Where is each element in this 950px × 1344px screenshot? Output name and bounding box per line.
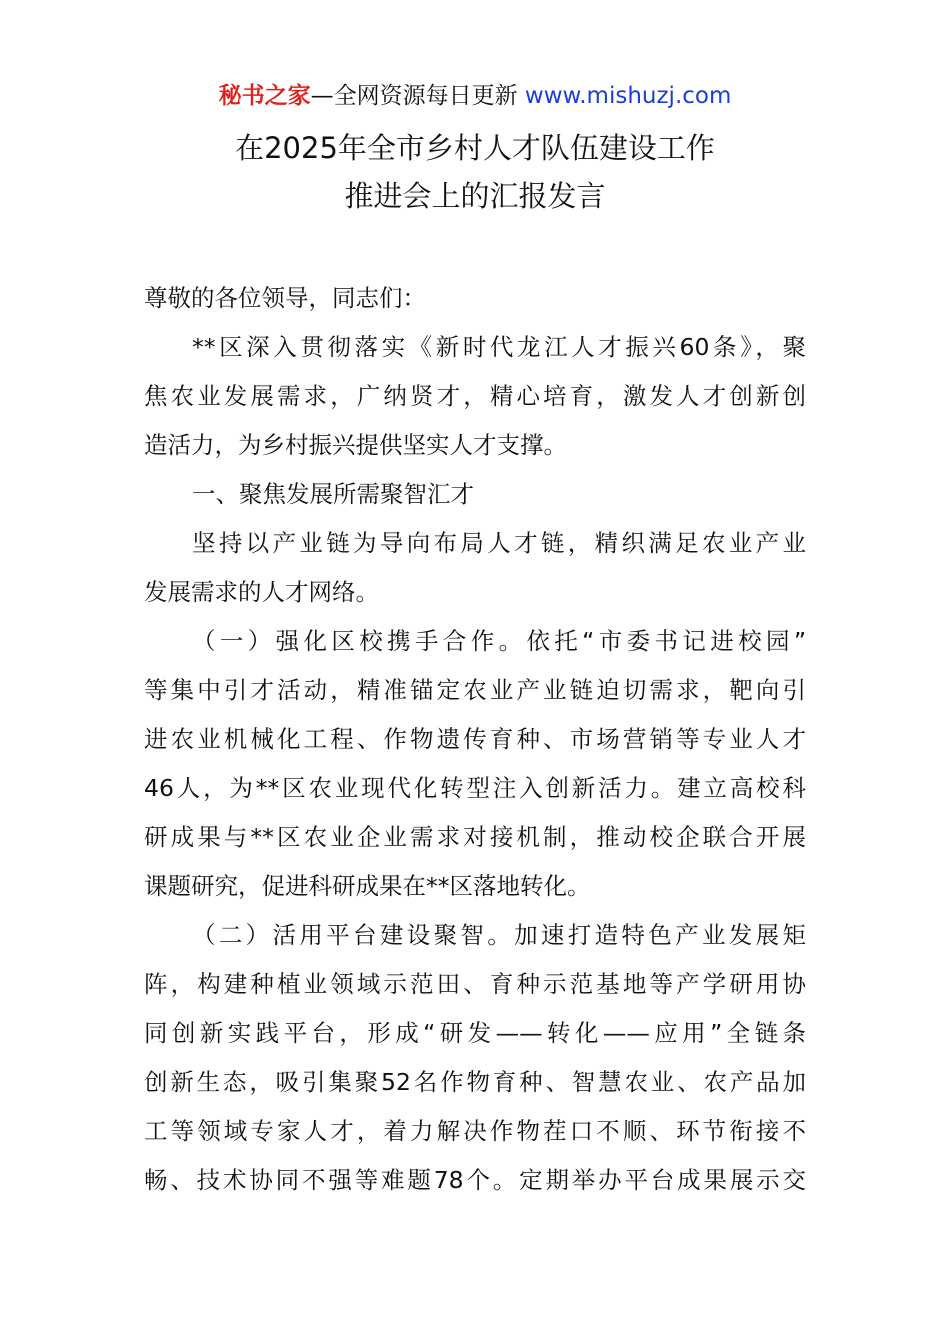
- document-title-line-2: 推进会上的汇报发言: [344, 179, 606, 213]
- paragraph-line: 工等领域专家人才，着力解决作物茬口不顺、环节衔接不: [144, 1117, 806, 1145]
- site-tagline: —全网资源每日更新: [310, 83, 518, 109]
- paragraph-line: 课题研究，促进科研成果在**区落地转化。: [144, 872, 591, 900]
- paragraph-line: 研成果与**区农业企业需求对接机制，推动校企联合开展: [144, 823, 806, 851]
- paragraph-line: 造活力，为乡村振兴提供坚实人才支撑。: [144, 431, 567, 459]
- section-heading-1: [144, 470, 806, 519]
- paragraph-line: 进农业机械化工程、作物遗传育种、市场营销等专业人才: [144, 725, 806, 753]
- document-body: [144, 274, 806, 1205]
- site-url[interactable]: www.mishuzj.com: [524, 83, 732, 109]
- document-title-line-1: 在2025年全市乡村人才队伍建设工作: [235, 131, 715, 165]
- section-heading: 一、聚焦发展所需聚智汇才: [192, 480, 474, 508]
- paragraph-line: 创新生态，吸引集聚52名作物育种、智慧农业、农产品加: [144, 1068, 806, 1096]
- site-brand: 秘书之家: [218, 83, 311, 109]
- paragraph-line: 畅、技术协同不强等难题78个。定期举办平台成果展示交: [144, 1166, 806, 1194]
- paragraph-line: **区深入贯彻落实《新时代龙江人才振兴60条》，聚: [192, 333, 806, 361]
- paragraph-line: （一）强化区校携手合作。依托“市委书记进校园”: [192, 627, 806, 655]
- paragraph-section-1-intro: [144, 519, 806, 617]
- paragraph-line: 等集中引才活动，精准锚定农业产业链迫切需求，靶向引: [144, 676, 806, 704]
- paragraph-line: （二）活用平台建设聚智。加速打造特色产业发展矩: [192, 921, 806, 949]
- paragraph-line: 46人，为**区农业现代化转型注入创新活力。建立高校科: [144, 774, 806, 802]
- paragraph-intro: [144, 323, 806, 470]
- paragraph-line: 焦农业发展需求，广纳贤才，精心培育，激发人才创新创: [144, 382, 806, 410]
- paragraph-subsection-1: [144, 617, 806, 911]
- greeting: 尊敬的各位领导，同志们：: [144, 284, 426, 312]
- paragraph-line: 坚持以产业链为导向布局人才链，精织满足农业产业: [192, 529, 806, 557]
- paragraph-subsection-2: [144, 911, 806, 1205]
- paragraph-line: 阵，构建种植业领域示范田、育种示范基地等产学研用协: [144, 970, 806, 998]
- site-header: [0, 80, 950, 112]
- paragraph-line: 同创新实践平台，形成“研发——转化——应用”全链条: [144, 1019, 806, 1047]
- paragraph-line: 发展需求的人才网络。: [144, 578, 379, 606]
